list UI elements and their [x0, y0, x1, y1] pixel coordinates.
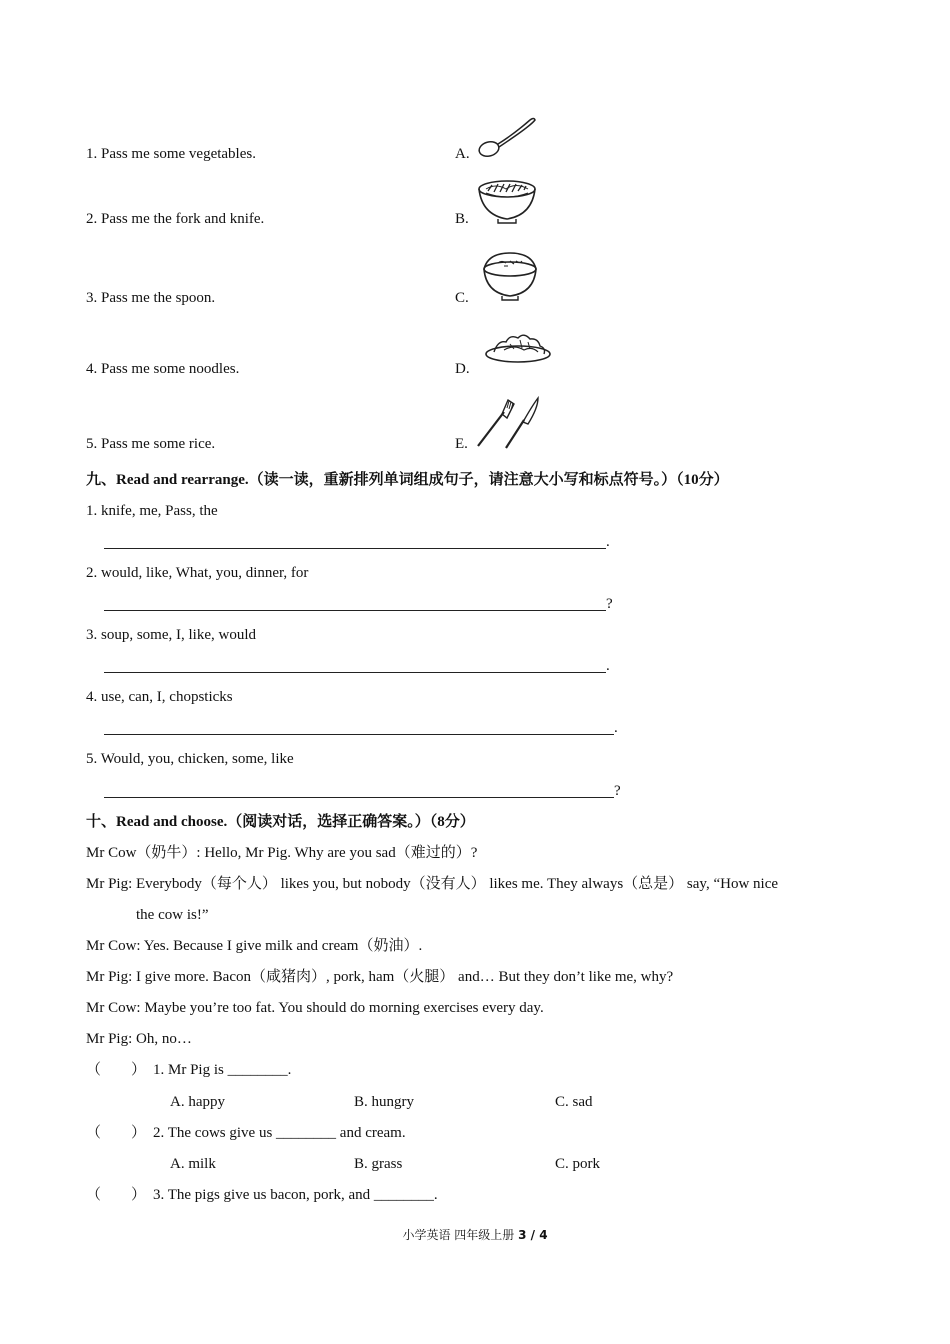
option-1a: A. happy [170, 1094, 225, 1110]
answer-end-4: . [614, 720, 618, 736]
answer-end-3: . [606, 658, 610, 674]
option-2b: B. grass [354, 1156, 403, 1172]
answer-line-2[interactable] [104, 610, 606, 611]
answer-end-2: ? [606, 596, 613, 612]
option-2a: A. milk [170, 1156, 216, 1172]
answer-paren-1[interactable]: （ ） [86, 1062, 147, 1078]
dialogue-line-4: Mr Pig: I give more. Bacon（咸猪肉）, pork, ham（火腿） and… But they don’t like me, why? [86, 969, 674, 985]
page-footer [0, 1226, 950, 1243]
match-letter-e: E. [455, 436, 468, 452]
answer-end-1: . [606, 534, 610, 550]
question-stem-1: 1. Mr Pig is ________. [153, 1062, 292, 1078]
page-number: 3 / 4 [518, 1228, 548, 1242]
match-sentence-1: 1. Pass me some vegetables. [86, 146, 256, 162]
question-stem-3: 3. The pigs give us bacon, pork, and ________. [153, 1187, 438, 1203]
fork-knife-icon [474, 396, 544, 450]
match-sentence-2: 2. Pass me the fork and knife. [86, 211, 265, 227]
match-letter-d: D. [455, 361, 470, 377]
answer-line-5[interactable] [104, 797, 614, 798]
rice-bowl-icon [480, 249, 540, 303]
answer-paren-3[interactable]: （ ） [86, 1187, 147, 1203]
rearrange-words-3: 3. soup, some, I, like, would [86, 627, 256, 643]
answer-paren-2[interactable]: （ ） [86, 1125, 147, 1141]
option-1b: B. hungry [354, 1094, 414, 1110]
section-9-title: 九、Read and rearrange.（读一读，重新排列单词组成句子，请注意大小写和标点符号。）（10分） [86, 472, 729, 488]
rearrange-words-2: 2. would, like, What, you, dinner, for [86, 565, 309, 581]
rearrange-words-1: 1. knife, me, Pass, the [86, 503, 218, 519]
dialogue-line-1: Mr Cow（奶牛）: Hello, Mr Pig. Why are you sad（难过的）? [86, 845, 478, 861]
rearrange-words-4: 4. use, can, I, chopsticks [86, 689, 233, 705]
dialogue-line-5: Mr Cow: Maybe you’re too fat. You should do morning exercises every day. [86, 1000, 544, 1016]
dialogue-line-3: Mr Cow: Yes. Because I give milk and cream（奶油）. [86, 938, 423, 954]
answer-line-4[interactable] [104, 734, 614, 735]
footer-label: 小学英语 四年级上册 [402, 1228, 515, 1242]
match-letter-b: B. [455, 211, 469, 227]
match-letter-a: A. [455, 146, 470, 162]
question-stem-2: 2. The cows give us ________ and cream. [153, 1125, 406, 1141]
dialogue-line-2: Mr Pig: Everybody（每个人） likes you, but nobody（没有人） likes me. They always（总是） say, “How nice [86, 876, 779, 892]
rearrange-words-5: 5. Would, you, chicken, some, like [86, 751, 294, 767]
match-sentence-5: 5. Pass me some rice. [86, 436, 216, 452]
dialogue-line-2-cont: the cow is!” [136, 907, 209, 923]
match-sentence-4: 4. Pass me some noodles. [86, 361, 240, 377]
answer-end-5: ? [614, 783, 621, 799]
noodle-bowl-icon [476, 177, 538, 225]
option-2c: C. pork [555, 1156, 600, 1172]
dialogue-line-6: Mr Pig: Oh, no… [86, 1031, 192, 1047]
section-10-title: 十、Read and choose.（阅读对话，选择正确答案。）（8分） [86, 814, 475, 830]
answer-line-1[interactable] [104, 548, 606, 549]
spoon-icon [474, 114, 538, 162]
match-sentence-3: 3. Pass me the spoon. [86, 290, 216, 306]
option-1c: C. sad [555, 1094, 593, 1110]
answer-line-3[interactable] [104, 672, 606, 673]
match-letter-c: C. [455, 290, 469, 306]
vegetable-plate-icon [484, 330, 554, 366]
